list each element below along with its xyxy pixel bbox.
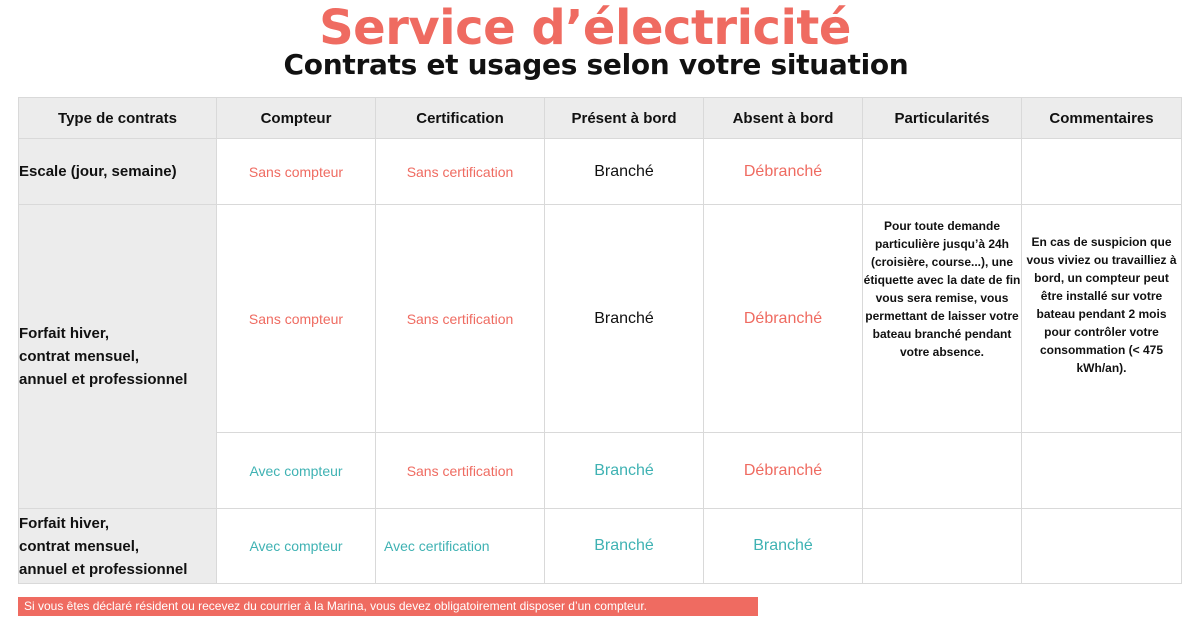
table-header-row [19, 98, 1182, 139]
comments-note: En cas de suspicion que vous viviez ou travailliez à bord, un compteur peut être installé sur votre bateau pendant 2 mois pour contrôler votre consommation (< 475 kWh/an). [1022, 205, 1182, 433]
present-cell: Branché [545, 509, 704, 584]
page-title: Service d’électricité [319, 0, 851, 56]
particularities-cell-empty [863, 139, 1022, 205]
meter-cell: Avec compteur [217, 433, 376, 509]
meter-cell: Sans compteur [217, 139, 376, 205]
row-label-forfait-certified [19, 509, 217, 584]
column-header-particularities: Particularités [863, 98, 1022, 139]
electricity-contracts-table [18, 97, 1182, 584]
particularities-note: Pour toute demande particulière jusqu’à 24h (croisière, course...), une étiquette avec la date de fin vous sera remise, vous permettant de laisser votre bateau branché pendant votre absence. [863, 205, 1022, 433]
comments-cell-empty [1022, 433, 1182, 509]
absent-cell: Débranché [704, 139, 863, 205]
column-header-contract-type: Type de contrats [19, 98, 217, 139]
column-header-present-on-board: Présent à bord [545, 98, 704, 139]
page-subtitle: Contrats et usages selon votre situation [283, 48, 909, 81]
row-label-line: Forfait hiver, [19, 325, 110, 342]
table-row-forfait-sans-compteur [19, 205, 1182, 433]
table-row-forfait-certified [19, 509, 1182, 584]
particularities-cell-empty [863, 433, 1022, 509]
row-label-line: Forfait hiver, [19, 514, 110, 532]
meter-cell: Sans compteur [217, 205, 376, 433]
comments-cell-empty [1022, 509, 1182, 584]
absent-cell: Branché [704, 509, 863, 584]
row-label-line: contrat mensuel, [19, 537, 140, 555]
footer-notice-banner: Si vous êtes déclaré résident ou recevez du courrier à la Marina, vous devez obligatoirement disposer d’un compteur. [18, 597, 758, 616]
absent-cell: Débranché [704, 433, 863, 509]
row-label-line: Escale (jour, semaine) [19, 163, 177, 180]
table-row-escale [19, 139, 1182, 205]
row-label-forfait [19, 205, 217, 509]
column-header-comments: Commentaires [1022, 98, 1182, 139]
present-cell: Branché [545, 139, 704, 205]
column-header-meter: Compteur [217, 98, 376, 139]
column-header-absent-on-board: Absent à bord [704, 98, 863, 139]
certification-cell: Sans certification [376, 205, 545, 433]
meter-cell: Avec compteur [217, 509, 376, 584]
row-label-line: contrat mensuel, [19, 348, 140, 365]
row-label-line: annuel et professionnel [19, 371, 188, 388]
present-cell: Branché [545, 205, 704, 433]
row-label-line: annuel et professionnel [19, 560, 188, 578]
certification-cell: Avec certification [376, 509, 545, 584]
certification-cell: Sans certification [376, 433, 545, 509]
absent-cell: Débranché [704, 205, 863, 433]
certification-cell: Sans certification [376, 139, 545, 205]
present-cell: Branché [545, 433, 704, 509]
comments-cell-empty [1022, 139, 1182, 205]
column-header-certification: Certification [376, 98, 545, 139]
row-label-escale [19, 139, 217, 205]
particularities-cell-empty [863, 509, 1022, 584]
